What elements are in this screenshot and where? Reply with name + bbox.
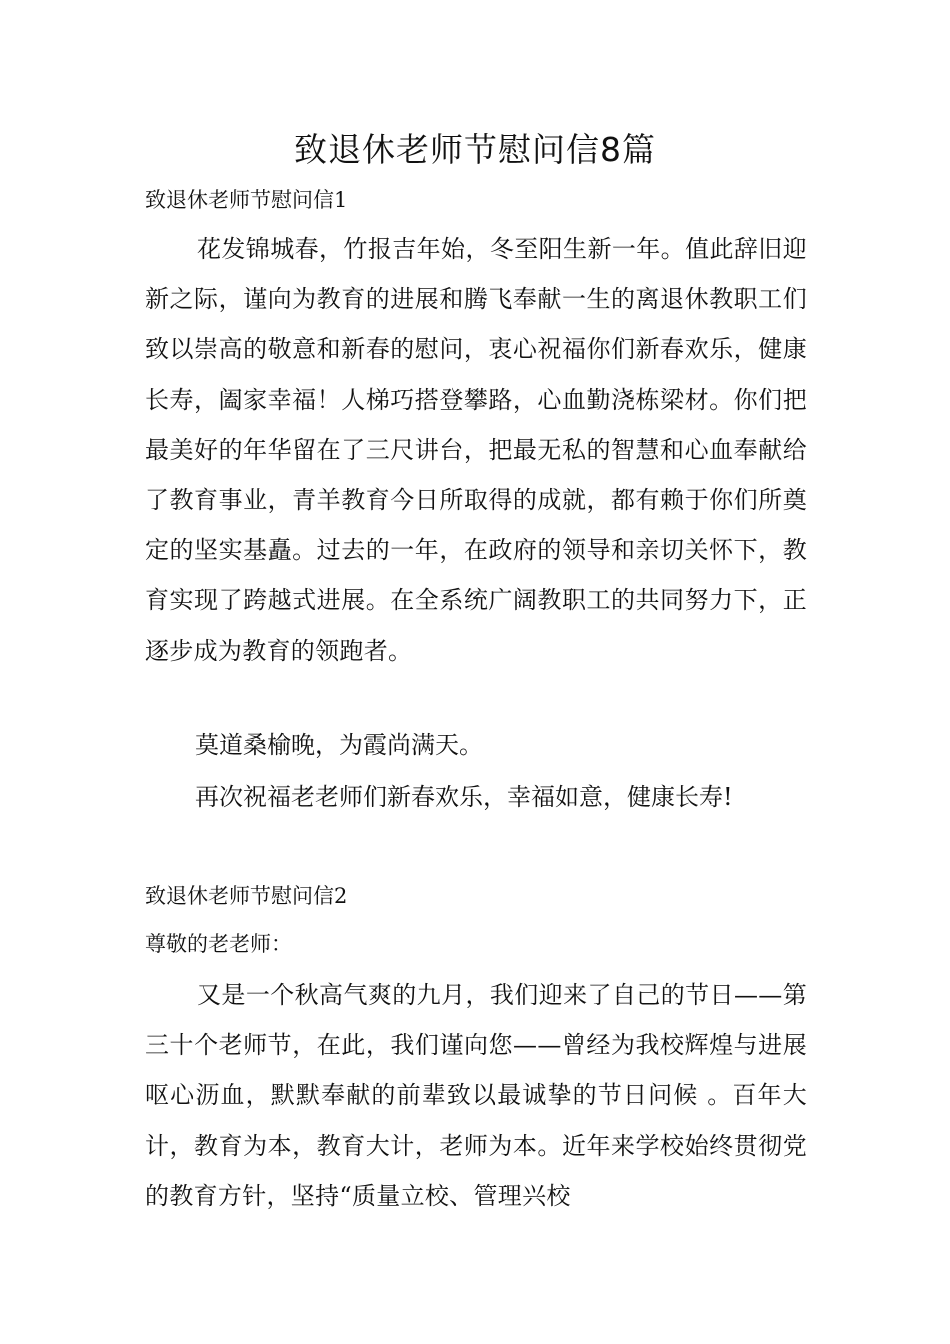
letter-1-body: 花发锦城春，竹报吉年始，冬至阳生新一年。值此辞旧迎新之际，谨向为教育的进展和腾飞奉献一生的离退休教职工们致以崇高的敬意和新春的慰问，衷心祝福你们新春欢乐，健康长寿，阖家幸福！人梯巧搭登攀路，心血勤浇栋梁材。你们把最美好的年华留在了三尺讲台，把最无私的智慧和心血奉献给了教育事业，青羊教育今日所取得的成就，都有赖于你们所奠定的坚实基矗。过去的一年，在政府的领导和亲切关怀下，教育实现了跨越式进展。在全系统广阔教职工的共同努力下，正逐步成为教育的领跑者。	[145, 235, 807, 665]
letter-1-wishes-line: 再次祝福老老师们新春欢乐，幸福如意，健康长寿!	[195, 783, 733, 811]
letter-2-salutation: 尊敬的老老师：	[145, 932, 292, 956]
letter-2-body: 又是一个秋高气爽的九月，我们迎来了自己的节日——第三十个老师节，在此，我们谨向您——曾经为我校辉煌与进展呕心沥血，默默奉献的前辈致以最诚挚的节日问候 。百年大计，教育为本，教育大计，老师为本。近年来学校始终贯彻党的教育方针，坚持“质量立校、管理兴校	[145, 981, 807, 1210]
document-title: 致退休老师节慰问信8篇	[294, 130, 656, 169]
letter-1-heading: 致退休老师节慰问信1	[145, 188, 348, 212]
letter-2-heading: 致退休老师节慰问信2	[145, 884, 348, 908]
letter-1-closing-line: 莫道桑榆晚，为霞尚满天。	[195, 731, 483, 759]
